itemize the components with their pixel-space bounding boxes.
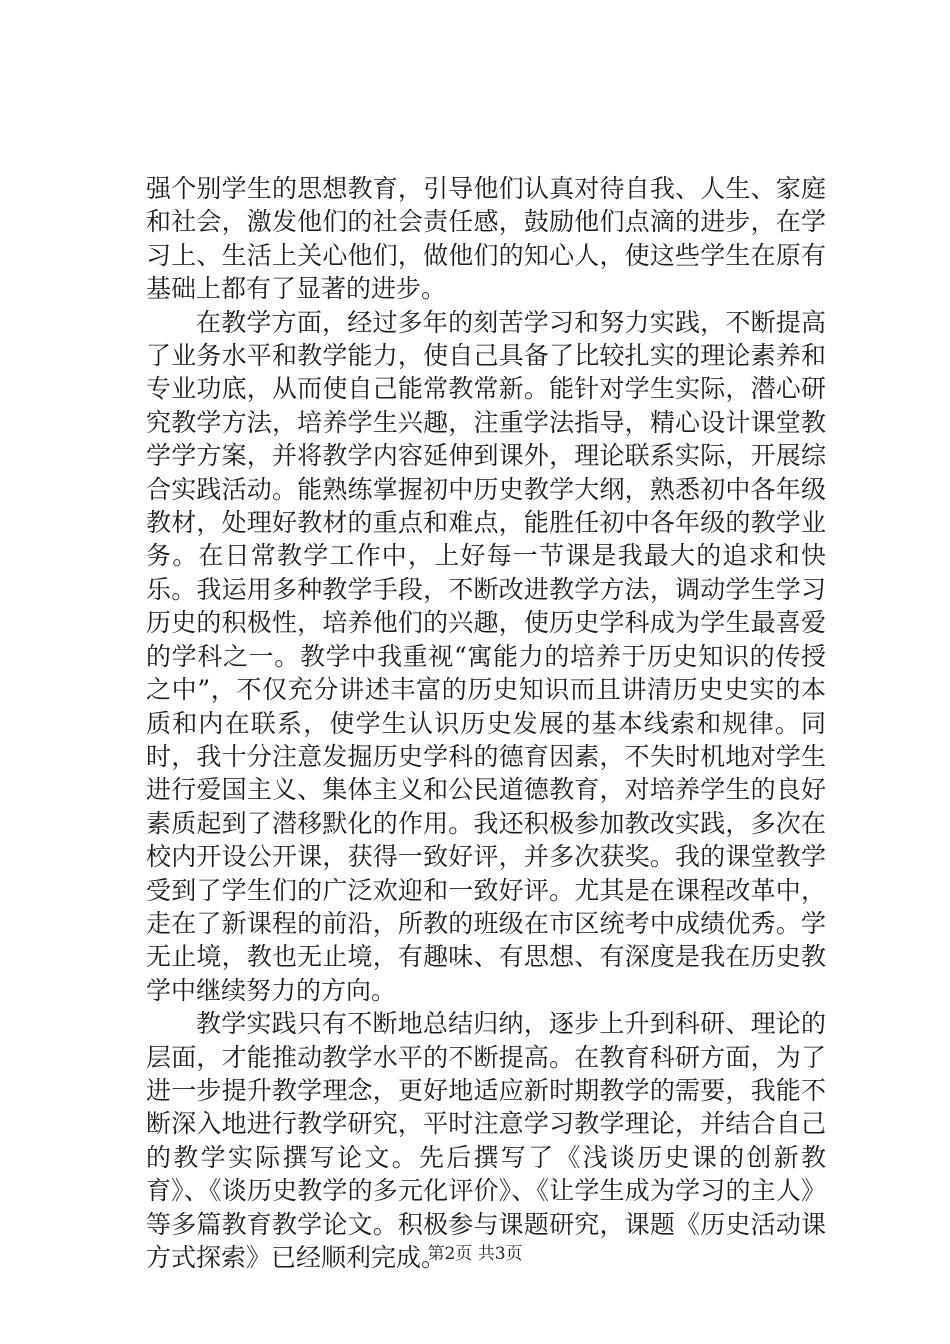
paragraph-3: 教学实践只有不断地总结归纳，逐步上升到科研、理论的层面，才能推动教学水平的不断提高。在教育科研方面，为了进一步提升教学理念，更好地适应新时期教学的需要，我能不断深入地进行教学研究，平时注意学习教学理论，并结合自己的教学实际撰写论文。先后撰写了《浅谈历史课的创新教育》、《谈历史教学的多元化评价》、《让学生成为学习的主人》等多篇教育教学论文。积极参与课题研究，课题《历史活动课方式探索》已经顺利完成。: [146, 1009, 826, 1272]
paragraph-2: 在教学方面，经过多年的刻苦学习和努力实践，不断提高了业务水平和教学能力，使自己具备了比较扎实的理论素养和专业功底，从而使自己能常教常新。能针对学生实际，潜心研究教学方法，培养学生兴趣，注重学法指导，精心设计课堂教学学方案，并将教学内容延伸到课外，理论联系实际，开展综合实践活动。能熟练掌握初中历史教学大纲，熟悉初中各年级教材，处理好教材的重点和难点，能胜任初中各年级的教学业务。在日常教学工作中，上好每一节课是我最大的追求和快乐。我运用多种教学手段，不断改进教学方法，调动学生学习历史的积极性，培养他们的兴趣，使历史学科成为学生最喜爱的学科之一。教学中我重视“寓能力的培养于历史知识的传授之中”，不仅充分讲述丰富的历史知识而且讲清历史史实的本质和内在联系，使学生认识历史发展的基本线索和规律。同时，我十分注意发掘历史学科的德育因素，不失时机地对学生进行爱国主义、集体主义和公民道德教育，对培养学生的良好素质起到了潜移默化的作用。我还积极参加教改实践，多次在校内开设公开课，获得一致好评，并多次获奖。我的课堂教学受到了学生们的广泛欢迎和一致好评。尤其是在课程改革中，走在了新课程的前沿，所教的班级在市区统考中成绩优秀。学无止境，教也无止境，有趣味、有思想、有深度是我在历史教学中继续努力的方向。: [146, 307, 826, 1005]
page-number-footer: 第2页 共3页: [427, 1244, 523, 1264]
document-body: [146, 172, 826, 1274]
paragraph-1: 强个别学生的思想教育，引导他们认真对待自我、人生、家庭和社会，激发他们的社会责任感，鼓励他们点滴的进步，在学习上、生活上关心他们，做他们的知心人，使这些学生在原有基础上都有了显著的进步。: [146, 174, 826, 304]
